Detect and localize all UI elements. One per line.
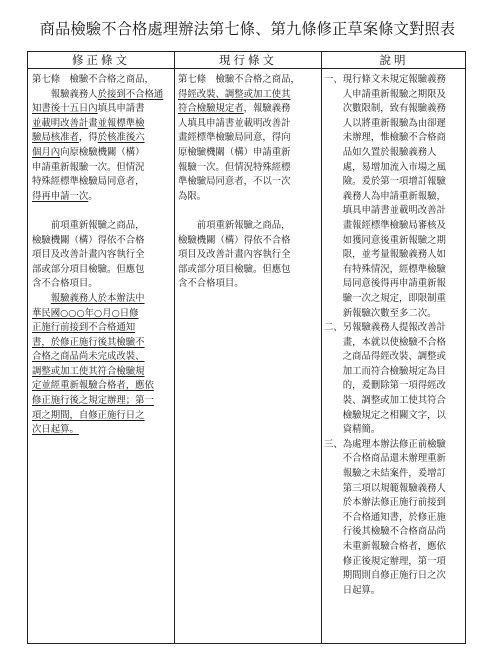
explanation-line <box>324 525 464 540</box>
current-line <box>178 117 318 132</box>
amended-line <box>32 292 172 307</box>
explanation-line <box>324 350 464 365</box>
text-segment: 並報標準檢 <box>97 117 145 129</box>
header-divider <box>28 68 465 69</box>
text-segment: 期間則自修正施行日之次 <box>324 570 446 582</box>
text-segment: 人填具申請書並載明改善計 <box>178 117 291 129</box>
text-segment: 於接到不合格通 <box>97 88 164 100</box>
explanation-line <box>324 336 464 351</box>
amended-line <box>32 234 172 249</box>
explanation-line <box>324 409 464 424</box>
text-segment: 人以將重新報驗為由卻遲 <box>324 117 446 129</box>
amended-line <box>32 219 172 234</box>
amended-line <box>32 263 172 278</box>
text-segment: 加工而符合檢驗規定為目 <box>324 365 446 377</box>
explanation-line <box>324 161 464 176</box>
text-segment: 次數限制，致有報驗義務 <box>324 103 446 115</box>
amended-line <box>32 102 172 117</box>
explanation-line <box>324 438 464 453</box>
text-segment: 第七條 檢驗不合格之商品， <box>178 74 300 85</box>
explanation-line <box>324 263 464 278</box>
text-segment: 日起算。 <box>324 584 381 596</box>
text-segment: 合格之商品尚未完成改裝、 <box>32 351 145 363</box>
text-segment: 填具申請書並載明改善計 <box>324 205 446 217</box>
amended-line <box>32 248 172 263</box>
amended-line <box>32 190 172 205</box>
text-segment: 特殊經標準檢驗局同意者， <box>32 176 145 188</box>
text-segment: 調整或加工使其符合檢驗規 <box>32 365 145 377</box>
explanation-line <box>324 511 464 526</box>
text-segment: 前項重新報驗之商品， <box>178 219 291 231</box>
text-segment: 者 <box>69 132 79 144</box>
current-line <box>178 88 318 103</box>
explanation-line <box>324 452 464 467</box>
current-line <box>178 263 318 278</box>
text-segment: 填具申請書 <box>97 103 145 115</box>
text-segment: 部或部分項目檢驗。但應包 <box>32 263 145 275</box>
current-line <box>178 73 318 88</box>
text-segment: 核准 <box>50 132 70 144</box>
amended-line <box>32 365 172 380</box>
text-segment: 如獲同意後重新報驗之期 <box>324 234 446 246</box>
text-segment: 正施行前接到不合格通知 <box>32 322 136 334</box>
text-segment: 局同意後得再申請重新報 <box>324 278 446 290</box>
amended-line <box>32 321 172 336</box>
text-segment: 得經改裝、調整或加工使其 <box>178 88 291 100</box>
amended-line <box>32 204 172 219</box>
text-segment: 新報驗次數至多二次。 <box>324 307 437 319</box>
text-segment: 一、現行條文未規定報驗義務 <box>324 74 446 85</box>
explanation-line <box>324 117 464 132</box>
text-segment: 於本辦法修正施行前接到 <box>324 497 446 509</box>
explanation-line <box>324 365 464 380</box>
text-segment: 資精簡。 <box>324 424 381 436</box>
explanation-line <box>324 175 464 190</box>
text-segment: 前項重新報驗之商品， <box>32 219 145 231</box>
explanation-line <box>324 584 464 599</box>
text-segment: 畫報經標準檢驗局審核及 <box>324 219 446 231</box>
text-segment: 人申請重新報驗之期限及 <box>324 88 446 100</box>
text-segment: 的，爰刪除第一項得經改 <box>324 380 446 392</box>
text-segment: 驗一次之規定，即限制重 <box>324 292 446 304</box>
current-line <box>178 204 318 219</box>
explanation-column <box>324 73 464 598</box>
text-segment: 二、另報驗義務人提報改善計 <box>324 322 446 334</box>
explanation-line <box>324 467 464 482</box>
amended-line <box>32 307 172 322</box>
text-segment: 義務人為申請重新報驗， <box>324 190 446 202</box>
text-segment: 於核准後六 <box>97 132 145 144</box>
text-segment: 報驗義務人於本辦法中 <box>50 292 145 304</box>
explanation-line <box>324 248 464 263</box>
explanation-line <box>324 88 464 103</box>
text-segment: 三、為處理本辦法修正前檢驗 <box>324 438 446 450</box>
explanation-line <box>324 73 464 88</box>
amended-line <box>32 379 172 394</box>
amended-line <box>32 117 172 132</box>
text-segment: 項之期間，自修正施行日之 <box>32 409 145 421</box>
text-segment: 部或部分項目檢驗。但應包 <box>178 263 291 275</box>
text-segment: 並載明改善計 <box>32 117 89 129</box>
text-segment: 項目及改善計畫內容執行全 <box>178 249 291 261</box>
amended-line <box>32 175 172 190</box>
explanation-line <box>324 131 464 146</box>
explanation-line <box>324 204 464 219</box>
amended-line <box>32 423 172 438</box>
text-segment: 品如久置於報驗義務人 <box>324 146 437 158</box>
text-segment: 裝、調整或加工使其符合 <box>324 395 446 407</box>
text-segment: 向原檢驗機關（構） <box>60 146 145 158</box>
amended-line <box>32 277 172 292</box>
text-segment: 驗局 <box>32 132 51 144</box>
text-segment: 行後其檢驗不合格商品尚 <box>324 526 446 538</box>
text-segment: 限，並考量報驗義務人如 <box>324 249 446 261</box>
text-segment: 報驗一次。但情況特殊經標 <box>178 161 291 173</box>
explanation-line <box>324 292 464 307</box>
explanation-line <box>324 379 464 394</box>
text-segment: 書，於修正施行後其檢驗不 <box>32 336 145 348</box>
text-segment: 含不合格項目。 <box>32 278 98 290</box>
text-segment: 項目及改善計畫內容執行全 <box>32 249 145 261</box>
text-segment: 畫經標準檢驗局同意，得向 <box>178 132 291 144</box>
text-segment: 修正後規定辦理，第一項 <box>324 555 446 567</box>
text-segment: 檢驗機關（構）得依不合格 <box>32 234 145 246</box>
current-line <box>178 146 318 161</box>
header-explanation: 說明 <box>379 53 409 67</box>
current-line <box>178 219 318 234</box>
explanation-line <box>324 190 464 205</box>
current-line <box>178 277 318 292</box>
explanation-line <box>324 102 464 117</box>
text-segment: 符合檢驗規定者 <box>178 103 244 115</box>
text-segment: 含不合格項目。 <box>178 278 244 290</box>
text-segment: 險。爰於第一項增訂報驗 <box>324 176 446 188</box>
explanation-line <box>324 146 464 161</box>
document-title: 商品檢驗不合格處理辦法第七條、第九條修正草案條文對照表 <box>39 20 456 38</box>
text-segment: 處，易增加流入市場之風 <box>324 161 446 173</box>
current-line <box>178 248 318 263</box>
amended-line <box>32 409 172 424</box>
text-segment: 未辦理，惟檢驗不合格商 <box>324 132 446 144</box>
explanation-line <box>324 423 464 438</box>
amended-line <box>32 73 172 88</box>
text-segment: 不合格商品還未辦理重新 <box>324 453 446 465</box>
text-segment: 報驗義務人 <box>32 88 98 100</box>
explanation-line <box>324 496 464 511</box>
current-line <box>178 175 318 190</box>
text-segment: 第七條 檢驗不合格之商品， <box>32 74 154 85</box>
text-segment: 檢驗規定之相關文字，以 <box>324 409 446 421</box>
amended-line <box>32 146 172 161</box>
current-line <box>178 131 318 146</box>
text-segment: 修正施行後之規定辦理；第一 <box>32 395 154 407</box>
header-current: 現行條文 <box>219 53 277 67</box>
text-segment: 定並經重新報驗合格者，應依 <box>32 380 154 392</box>
column-divider <box>321 52 322 643</box>
explanation-line <box>324 569 464 584</box>
explanation-line <box>324 234 464 249</box>
text-segment: 報驗之未結案件，爰增訂 <box>324 468 446 480</box>
explanation-line <box>324 394 464 409</box>
explanation-line <box>324 482 464 497</box>
text-segment: 之商品得經改裝、調整或 <box>324 351 446 363</box>
current-line <box>178 234 318 249</box>
text-segment: 為限。 <box>178 190 207 202</box>
current-line <box>178 102 318 117</box>
text-segment: 檢驗機關（構）得依不合格 <box>178 234 291 246</box>
text-segment: 知書後十五日內 <box>32 103 98 115</box>
amended-line <box>32 131 172 146</box>
amended-text-column <box>32 73 172 438</box>
amended-line <box>32 161 172 176</box>
text-segment: 個月內 <box>32 146 61 158</box>
explanation-line <box>324 307 464 322</box>
text-segment: 原檢驗機關（構）申請重新 <box>178 146 291 158</box>
text-segment: ，得 <box>78 132 98 144</box>
current-line <box>178 190 318 205</box>
text-segment: 不合格通知書，於修正施 <box>324 511 446 523</box>
text-segment: 未重新報驗合格者，應依 <box>324 541 446 552</box>
amended-line <box>32 394 172 409</box>
text-segment: 準檢驗局同意者，不以一次 <box>178 176 291 188</box>
current-line <box>178 161 318 176</box>
header-amended: 修正條文 <box>72 53 130 67</box>
text-segment: 次日起算。 <box>32 424 79 436</box>
text-segment: ，報驗義務 <box>243 103 291 115</box>
text-segment <box>32 293 51 304</box>
amended-line <box>32 88 172 103</box>
current-text-column <box>178 73 318 292</box>
amended-line <box>32 350 172 365</box>
text-segment: 畫，本就以使檢驗不合格 <box>324 336 446 348</box>
text-segment: 第三項以規範報驗義務人 <box>324 482 446 494</box>
text-segment: 得再申請一次 <box>32 190 89 202</box>
explanation-line <box>324 219 464 234</box>
text-segment: 華民國○○○年○月○日修 <box>32 307 139 319</box>
amended-line <box>32 336 172 351</box>
explanation-line <box>324 321 464 336</box>
text-segment: 申請重新報驗一次。但情況 <box>32 161 145 173</box>
column-divider <box>174 52 175 643</box>
text-segment: 有特殊情況，經標準檢驗 <box>324 263 446 275</box>
explanation-line <box>324 277 464 292</box>
explanation-line <box>324 555 464 570</box>
comparison-table <box>27 51 466 644</box>
explanation-line <box>324 540 464 555</box>
text-segment: 。 <box>88 190 98 202</box>
text-segment: 畫 <box>88 117 98 129</box>
